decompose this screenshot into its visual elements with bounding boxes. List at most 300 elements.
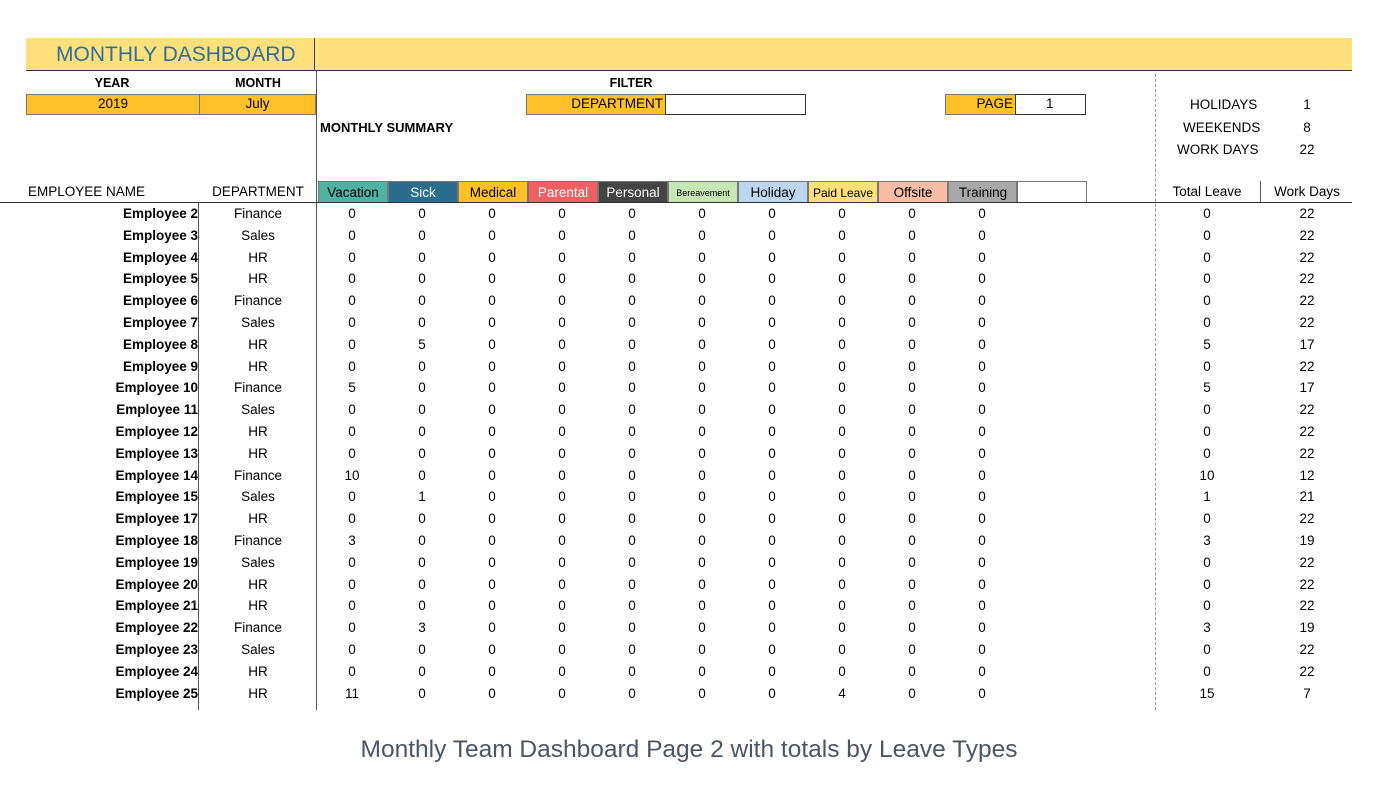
weekends-label: WEEKENDS [1183,120,1261,135]
total-leave-cell: 0 [1203,554,1211,570]
filter-label: FILTER [609,76,653,90]
department-cell: Sales [241,489,275,505]
leave-value-cell: 0 [488,642,496,657]
work-days-header: Work Days [1274,184,1340,199]
employee-name-cell: Employee 14 [115,467,198,483]
leave-value-cell: 0 [558,336,566,352]
leave-value-cell: 0 [348,271,356,287]
leave-value-cell: 0 [628,336,636,352]
leave-value-cell: 0 [838,511,846,527]
table-row [0,247,1392,269]
leave-value-cell: 0 [628,424,636,439]
leave-type-header-personal: Personal [598,181,668,203]
employee-name-cell: Employee 11 [116,402,198,418]
employee-name-cell: Employee 21 [115,598,198,614]
leave-value-cell: 0 [628,576,636,592]
leave-value-cell: 0 [558,227,566,243]
leave-type-header-vacation: Vacation [318,181,388,203]
department-cell: HR [248,663,268,679]
table-row [0,574,1392,596]
month-cell[interactable]: July [199,94,316,115]
work-days-cell: 22 [1299,554,1315,570]
table-row [0,530,1392,552]
page-input[interactable]: 1 [1015,94,1086,115]
holidays-value: 1 [1303,97,1311,112]
leave-value-cell: 0 [838,402,846,418]
leave-value-cell: 0 [628,663,636,679]
leave-value-cell: 0 [348,227,356,243]
leave-value-cell: 0 [628,293,636,309]
employee-name-header: EMPLOYEE NAME [28,184,146,199]
leave-value-cell: 0 [418,576,426,592]
leave-value-cell: 0 [768,402,776,418]
employee-name-cell: Employee 20 [115,576,198,592]
leave-type-header-sick: Sick [388,181,458,203]
leave-value-cell: 0 [418,249,426,265]
leave-value-cell: 0 [768,227,776,243]
leave-value-cell: 0 [628,271,636,287]
leave-value-cell: 0 [558,293,566,309]
leave-value-cell: 0 [838,271,846,287]
leave-value-cell: 0 [418,380,426,396]
leave-value-cell: 0 [978,554,986,570]
employee-name-cell: Employee 22 [115,620,198,636]
leave-value-cell: 0 [978,206,986,221]
employee-name-cell: Employee 3 [122,227,198,243]
leave-type-header-training: Training [948,181,1018,203]
leave-value-cell: 4 [838,685,846,701]
leave-value-cell: 0 [488,271,496,287]
department-cell: Finance [233,380,283,396]
leave-value-cell: 0 [768,445,776,461]
work-days-cell: 7 [1303,685,1311,701]
leave-value-cell: 0 [698,576,706,592]
month-label: MONTH [235,76,281,90]
leave-value-cell: 0 [488,293,496,309]
leave-value-cell: 0 [418,402,426,418]
leave-value-cell: 5 [348,380,356,396]
work-days-cell: 22 [1299,445,1315,461]
leave-value-cell: 3 [348,533,356,548]
leave-value-cell: 0 [558,206,566,221]
leave-value-cell: 0 [348,489,356,505]
department-cell: HR [248,445,268,461]
work-days-cell: 17 [1299,336,1315,352]
leave-value-cell: 0 [838,380,846,396]
table-row [0,225,1392,247]
leave-value-cell: 0 [418,663,426,679]
leave-value-cell: 0 [768,336,776,352]
leave-value-cell: 0 [908,685,916,701]
department-cell: Finance [233,293,283,309]
leave-value-cell: 0 [488,554,496,570]
leave-value-cell: 0 [628,315,636,330]
leave-value-cell: 0 [908,271,916,287]
leave-value-cell: 0 [488,402,496,418]
leave-value-cell: 0 [698,206,706,221]
leave-value-cell: 0 [908,489,916,505]
leave-value-cell: 0 [978,445,986,461]
leave-value-cell: 0 [348,249,356,265]
department-cell: Finance [233,206,283,221]
total-leave-cell: 5 [1203,380,1211,396]
total-leave-cell: 0 [1203,511,1211,527]
leave-value-cell: 0 [558,402,566,418]
department-cell: HR [248,576,268,592]
leave-value-cell: 0 [838,598,846,614]
leave-value-cell: 0 [698,685,706,701]
leave-value-cell: 0 [418,358,426,374]
work-days-cell: 12 [1299,467,1315,483]
leave-value-cell: 0 [978,642,986,657]
work-days-cell: 22 [1299,511,1315,527]
leave-value-cell: 0 [488,336,496,352]
leave-value-cell: 0 [488,445,496,461]
work-days-cell: 22 [1299,663,1315,679]
leave-value-cell: 0 [768,467,776,483]
leave-value-cell: 0 [698,467,706,483]
work-days-cell: 19 [1299,620,1315,636]
employee-name-cell: Employee 10 [115,380,198,396]
leave-value-cell: 0 [978,685,986,701]
leave-value-cell: 0 [698,424,706,439]
leave-value-cell: 0 [628,620,636,636]
total-leave-cell: 0 [1203,358,1211,374]
leave-value-cell: 0 [628,598,636,614]
leave-value-cell: 0 [768,533,776,548]
leave-value-cell: 0 [768,424,776,439]
leave-value-cell: 0 [488,380,496,396]
leave-value-cell: 0 [628,445,636,461]
leave-value-cell: 0 [488,206,496,221]
work-days-cell: 22 [1299,227,1315,243]
leave-value-cell: 0 [698,249,706,265]
summary-divider [316,71,317,203]
weekends-value: 8 [1303,120,1311,135]
total-leave-cell: 0 [1203,271,1211,287]
leave-value-cell: 0 [418,271,426,287]
leave-value-cell: 0 [838,663,846,679]
leave-value-cell: 0 [418,293,426,309]
leave-value-cell: 0 [698,315,706,330]
department-cell: Sales [241,227,275,243]
leave-value-cell: 1 [418,489,426,505]
leave-value-cell: 0 [908,293,916,309]
leave-value-cell: 0 [348,620,356,636]
workdays-label: WORK DAYS [1177,142,1259,157]
table-row [0,595,1392,617]
department-filter-label: DEPARTMENT [526,94,666,115]
leave-value-cell: 0 [698,598,706,614]
leave-value-cell: 0 [698,358,706,374]
leave-value-cell: 0 [908,467,916,483]
work-days-cell: 22 [1299,576,1315,592]
leave-value-cell: 0 [418,227,426,243]
leave-type-header-parental: Parental [528,181,598,203]
leave-value-cell: 0 [768,511,776,527]
leave-value-cell: 0 [558,315,566,330]
leave-value-cell: 5 [418,336,426,352]
leave-value-cell: 0 [418,511,426,527]
leave-value-cell: 0 [978,598,986,614]
leave-value-cell: 0 [698,293,706,309]
department-cell: HR [248,358,268,374]
leave-value-cell: 0 [908,424,916,439]
leave-value-cell: 0 [698,271,706,287]
page-label: PAGE [945,94,1016,115]
leave-value-cell: 0 [908,445,916,461]
workdays-value: 22 [1299,142,1315,157]
leave-value-cell: 0 [978,424,986,439]
department-cell: HR [248,424,268,439]
leave-value-cell: 0 [978,293,986,309]
leave-value-cell: 0 [908,576,916,592]
table-row [0,465,1392,487]
table-row [0,203,1392,225]
leave-value-cell: 0 [558,576,566,592]
leave-value-cell: 0 [768,271,776,287]
totals-header-divider [1260,181,1261,203]
leave-value-cell: 0 [838,336,846,352]
leave-value-cell: 11 [344,685,359,701]
leave-value-cell: 0 [768,642,776,657]
holidays-label: HOLIDAYS [1190,97,1258,112]
leave-value-cell: 0 [908,598,916,614]
department-cell: HR [248,249,268,265]
leave-value-cell: 0 [978,336,986,352]
leave-value-cell: 0 [908,227,916,243]
empty-leave-header [1016,181,1087,203]
table-row [0,421,1392,443]
leave-value-cell: 0 [978,620,986,636]
table-row [0,334,1392,356]
leave-value-cell: 0 [908,533,916,548]
leave-value-cell: 0 [348,402,356,418]
leave-value-cell: 0 [908,315,916,330]
leave-value-cell: 0 [908,554,916,570]
leave-value-cell: 0 [558,663,566,679]
leave-value-cell: 0 [488,227,496,243]
leave-value-cell: 0 [558,685,566,701]
leave-value-cell: 0 [488,620,496,636]
leave-value-cell: 0 [768,489,776,505]
employee-name-cell: Employee 19 [115,554,198,570]
table-row [0,683,1392,705]
total-leave-cell: 3 [1203,533,1211,548]
leave-value-cell: 0 [488,358,496,374]
total-leave-cell: 0 [1203,642,1211,657]
leave-value-cell: 0 [558,642,566,657]
employee-name-cell: Employee 18 [115,533,198,548]
employee-name-cell: Employee 23 [115,642,198,657]
leave-value-cell: 0 [348,642,356,657]
leave-value-cell: 0 [488,663,496,679]
table-row [0,290,1392,312]
total-leave-cell: 3 [1203,620,1211,636]
dashboard-title: MONTHLY DASHBOARD [26,38,315,71]
employee-name-cell: Employee 9 [122,358,198,374]
leave-value-cell: 0 [418,315,426,330]
leave-value-cell: 0 [768,249,776,265]
leave-value-cell: 0 [348,358,356,374]
leave-value-cell: 0 [698,402,706,418]
leave-value-cell: 0 [838,206,846,221]
work-days-cell: 22 [1299,598,1315,614]
leave-value-cell: 0 [978,358,986,374]
leave-value-cell: 0 [348,206,356,221]
leave-value-cell: 0 [698,642,706,657]
leave-value-cell: 0 [768,576,776,592]
leave-value-cell: 0 [628,380,636,396]
leave-value-cell: 0 [838,554,846,570]
leave-value-cell: 0 [908,336,916,352]
table-row [0,661,1392,683]
leave-value-cell: 0 [698,227,706,243]
work-days-cell: 22 [1299,315,1315,330]
total-leave-cell: 0 [1203,206,1211,221]
leave-value-cell: 0 [698,620,706,636]
leave-value-cell: 0 [628,227,636,243]
total-leave-cell: 0 [1203,445,1211,461]
leave-value-cell: 0 [908,358,916,374]
department-cell: Sales [241,554,275,570]
leave-value-cell: 0 [418,206,426,221]
leave-value-cell: 0 [908,663,916,679]
leave-value-cell: 0 [698,533,706,548]
leave-value-cell: 0 [978,227,986,243]
leave-value-cell: 0 [978,315,986,330]
leave-value-cell: 0 [418,533,426,548]
leave-value-cell: 0 [558,424,566,439]
employee-name-cell: Employee 17 [115,511,198,527]
leave-value-cell: 0 [488,467,496,483]
leave-value-cell: 0 [558,380,566,396]
leave-value-cell: 0 [628,249,636,265]
leave-value-cell: 0 [768,358,776,374]
leave-value-cell: 0 [908,402,916,418]
leave-value-cell: 0 [768,206,776,221]
total-leave-cell: 0 [1203,402,1211,418]
total-leave-cell: 0 [1203,598,1211,614]
leave-value-cell: 0 [838,227,846,243]
employee-name-cell: Employee 24 [115,663,198,679]
leave-value-cell: 0 [838,293,846,309]
table-row [0,377,1392,399]
work-days-cell: 22 [1299,358,1315,374]
work-days-cell: 22 [1299,424,1315,439]
department-filter-input[interactable] [665,94,806,115]
leave-value-cell: 0 [908,511,916,527]
leave-value-cell: 0 [908,380,916,396]
work-days-cell: 22 [1299,271,1315,287]
leave-value-cell: 0 [768,598,776,614]
table-row [0,312,1392,334]
total-leave-cell: 0 [1203,315,1211,330]
employee-name-cell: Employee 6 [122,293,198,309]
leave-type-header-bereavement: Bereavement [668,181,738,203]
table-row [0,443,1392,465]
leave-value-cell: 0 [908,249,916,265]
leave-value-cell: 0 [768,685,776,701]
work-days-cell: 17 [1299,380,1315,396]
leave-value-cell: 0 [348,511,356,527]
leave-value-cell: 0 [558,511,566,527]
leave-value-cell: 0 [978,467,986,483]
leave-value-cell: 0 [768,554,776,570]
leave-value-cell: 0 [628,685,636,701]
leave-value-cell: 0 [558,249,566,265]
table-row [0,356,1392,378]
total-leave-cell: 0 [1203,663,1211,679]
employee-name-cell: Employee 15 [115,489,198,505]
leave-value-cell: 0 [838,642,846,657]
department-header: DEPARTMENT [212,184,304,199]
department-cell: HR [248,271,268,287]
leave-value-cell: 0 [838,445,846,461]
department-cell: HR [248,685,268,701]
leave-value-cell: 0 [488,424,496,439]
employee-name-cell: Employee 4 [122,249,198,265]
leave-value-cell: 3 [418,620,426,636]
employee-name-cell: Employee 25 [115,685,198,701]
leave-value-cell: 0 [978,380,986,396]
leave-value-cell: 0 [558,271,566,287]
leave-value-cell: 0 [838,467,846,483]
leave-value-cell: 0 [978,533,986,548]
leave-value-cell: 0 [418,642,426,657]
total-leave-cell: 0 [1203,424,1211,439]
employee-name-cell: Employee 5 [122,271,198,287]
leave-value-cell: 0 [978,663,986,679]
department-cell: Finance [233,533,283,548]
leave-value-cell: 0 [978,576,986,592]
leave-type-header-offsite: Offsite [878,181,948,203]
total-leave-cell: 1 [1203,489,1211,505]
leave-type-header-holiday: Holiday [738,181,808,203]
leave-value-cell: 0 [628,402,636,418]
leave-value-cell: 0 [348,336,356,352]
leave-value-cell: 0 [838,315,846,330]
leave-value-cell: 0 [348,293,356,309]
leave-value-cell: 0 [628,533,636,548]
leave-value-cell: 0 [558,445,566,461]
leave-value-cell: 0 [348,424,356,439]
leave-value-cell: 0 [348,554,356,570]
total-leave-cell: 0 [1203,576,1211,592]
table-row [0,486,1392,508]
leave-value-cell: 0 [558,554,566,570]
leave-value-cell: 0 [698,336,706,352]
leave-value-cell: 0 [488,576,496,592]
leave-value-cell: 0 [698,554,706,570]
leave-value-cell: 0 [348,598,356,614]
department-cell: Sales [241,642,275,657]
monthly-summary-label: MONTHLY SUMMARY [320,120,454,135]
leave-value-cell: 0 [558,358,566,374]
leave-value-cell: 0 [558,489,566,505]
leave-value-cell: 0 [628,489,636,505]
leave-value-cell: 0 [978,489,986,505]
department-cell: HR [248,598,268,614]
table-row [0,617,1392,639]
leave-value-cell: 0 [698,380,706,396]
employee-name-cell: Employee 13 [115,445,198,461]
year-cell[interactable]: 2019 [26,94,200,115]
table-row [0,552,1392,574]
leave-value-cell: 0 [488,533,496,548]
leave-value-cell: 0 [418,554,426,570]
leave-value-cell: 0 [838,533,846,548]
